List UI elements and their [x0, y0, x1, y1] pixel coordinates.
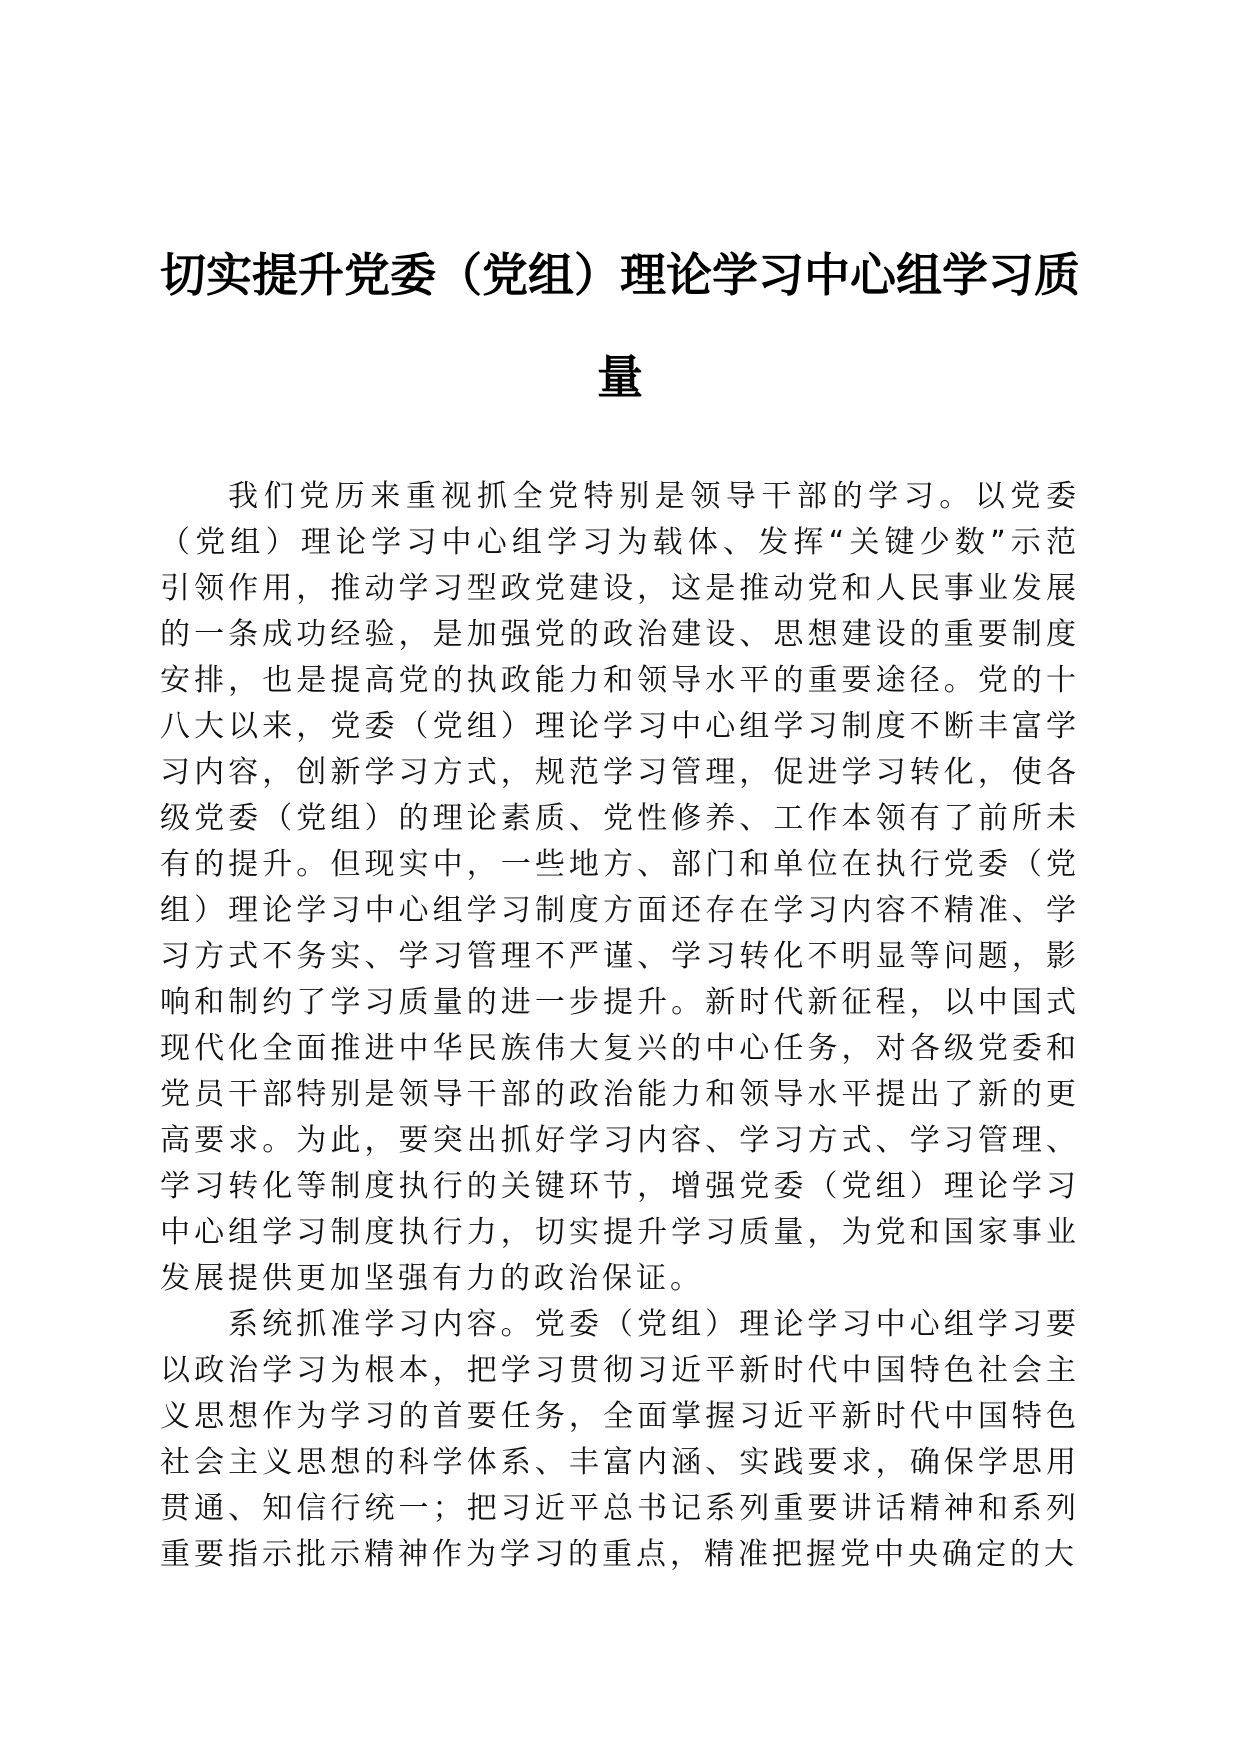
paragraph-intro: 我们党历来重视抓全党特别是领导干部的学习。以党委（党组）理论学习中心组学习为载体、发挥“关键少数”示范引领作用，推动学习型政党建设，这是推动党和人民事业发展的一条成功经验，是加强党的政治建设、思想建设的重要制度安排，也是提高党的执政能力和领导水平的重要途径。党的十八大以来，党委（党组）理论学习中心组学习制度不断丰富学习内容，创新学习方式，规范学习管理，促进学习转化，使各级党委（党组）的理论素质、党性修养、工作本领有了前所未有的提升。但现实中，一些地方、部门和单位在执行党委（党组）理论学习中心组学习制度方面还存在学习内容不精准、学习方式不务实、学习管理不严谨、学习转化不明显等问题，影响和制约了学习质量的进一步提升。新时代新征程，以中国式现代化全面推进中华民族伟大复兴的中心任务，对各级党委和党员干部特别是领导干部的政治能力和领导水平提出了新的更高要求。为此，要突出抓好学习内容、学习方式、学习管理、学习转化等制度执行的关键环节，增强党委（党组）理论学习中心组学习制度执行力，切实提升学习质量，为党和国家事业发展提供更加坚强有力的政治保证。 — [160, 479, 1080, 1296]
document-title: 切实提升党委（党组）理论学习中心组学习质量 — [160, 248, 1080, 404]
paragraph-learning-content: 系统抓准学习内容。党委（党组）理论学习中心组学习要以政治学习为根本，把学习贯彻习近平新时代中国特色社会主义思想作为学习的首要任务，全面掌握习近平新时代中国特色社会主义思想的科学体系、丰富内涵、实践要求，确保学思用贯通、知信行统一；把习近平总书记系列重要讲话精神和系列重要指示批示精神作为学习的重点，精准把握党中央确定的大 — [160, 1307, 1080, 1572]
document-body — [160, 474, 1080, 1578]
